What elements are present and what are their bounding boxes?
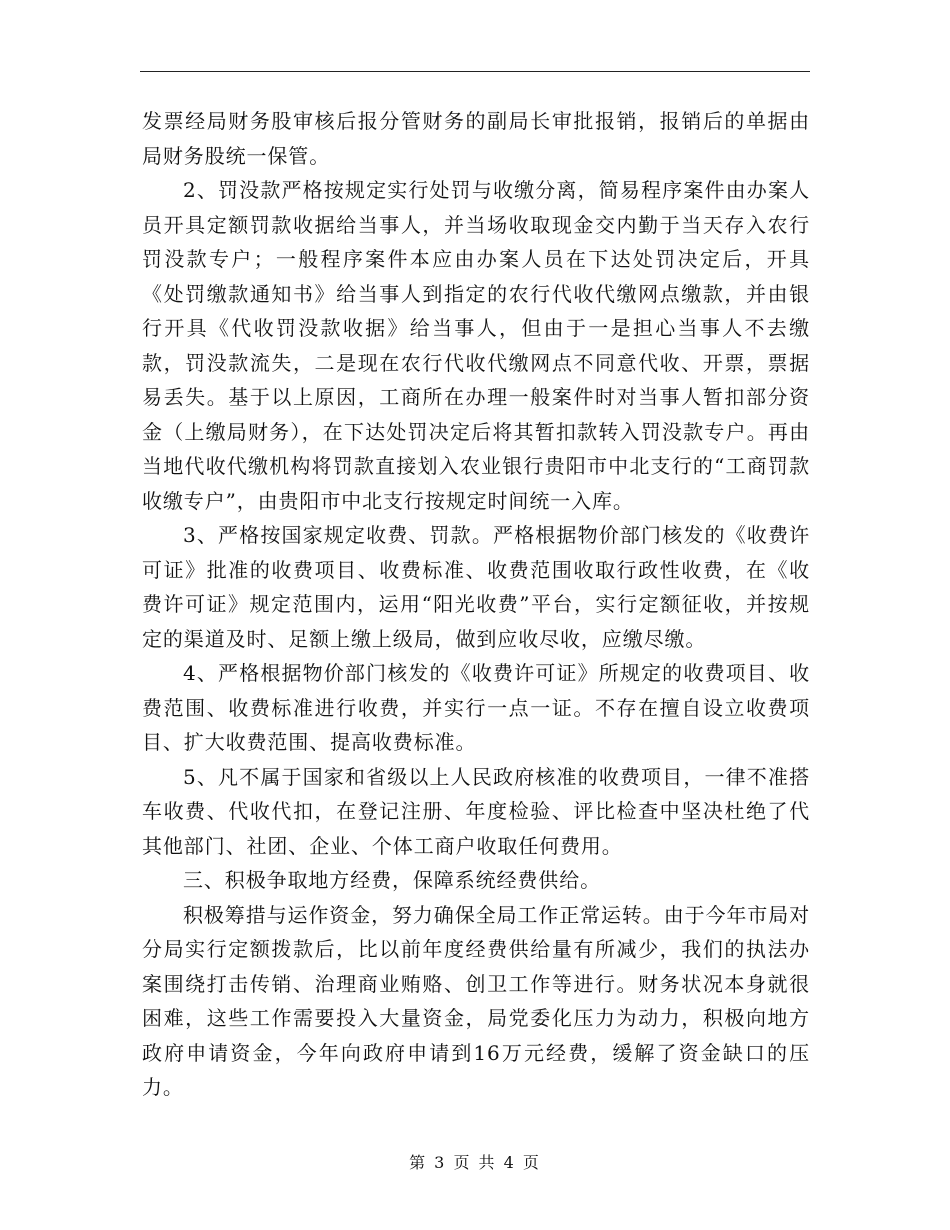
page-number-footer: 第 3 页 共 4 页 — [409, 1153, 541, 1172]
paragraph-item-5: 5、凡不属于国家和省级以上人民政府核准的收费项目，一律不准搭车收费、代收代扣，在登记注册、年度检验、评比检查中坚决杜绝了代其他部门、社团、企业、个体工商户收取任何费用。 — [142, 764, 810, 858]
paragraph-item-3: 3、严格按国家规定收费、罚款。严格根据物价部门核发的《收费许可证》批准的收费项目、收费标准、收费范围收取行政性收费，在《收费许可证》规定范围内，运用“阳光收费”平台，实行定额征收，并按规定的渠道及时、足额上缴上级局，做到应收尽收，应缴尽缴。 — [142, 523, 810, 651]
header-divider — [140, 71, 810, 72]
paragraph-continuation: 发票经局财务股审核后报分管财务的副局长审批报销，报销后的单据由局财务股统一保管。 — [142, 109, 810, 168]
section-heading: 三、积极争取地方经费，保障系统经费供给。 — [183, 868, 601, 892]
paragraph-funding: 积极筹措与运作资金，努力确保全局工作正常运转。由于今年市局对分局实行定额拨款后，比以前年度经费供给量有所减少，我们的执法办案围绕打击传销、治理商业贿赂、创卫工作等进行。财务状况本身就很困难，这些工作需要投入大量资金，局党委化压力为动力，积极向地方政府申请资金，今年向政府申请到16万元经费，缓解了资金缺口的压力。 — [142, 902, 810, 1099]
paragraph-item-4: 4、严格根据物价部门核发的《收费许可证》所规定的收费项目、收费范围、收费标准进行收费，并实行一点一证。不存在擅自设立收费项目、扩大收费范围、提高收费标准。 — [142, 661, 810, 754]
document-body — [142, 104, 810, 1105]
paragraph-item-2: 2、罚没款严格按规定实行处罚与收缴分离，简易程序案件由办案人员开具定额罚款收据给当事人，并当场收取现金交内勤于当天存入农行罚没款专户；一般程序案件本应由办案人员在下达处罚决定后，开具《处罚缴款通知书》给当事人到指定的农行代收代缴网点缴款，并由银行开具《代收罚没款收据》给当事人，但由于一是担心当事人不去缴款，罚没款流失，二是现在农行代收代缴网点不同意代收、开票，票据易丢失。基于以上原因，工商所在办理一般案件时对当事人暂扣部分资金（上缴局财务），在下达处罚决定后将其暂扣款转入罚没款专户。再由当地代收代缴机构将罚款直接划入农业银行贵阳市中北支行的“工商罚款收缴专户”，由贵阳市中北支行按规定时间统一入库。 — [142, 178, 810, 513]
